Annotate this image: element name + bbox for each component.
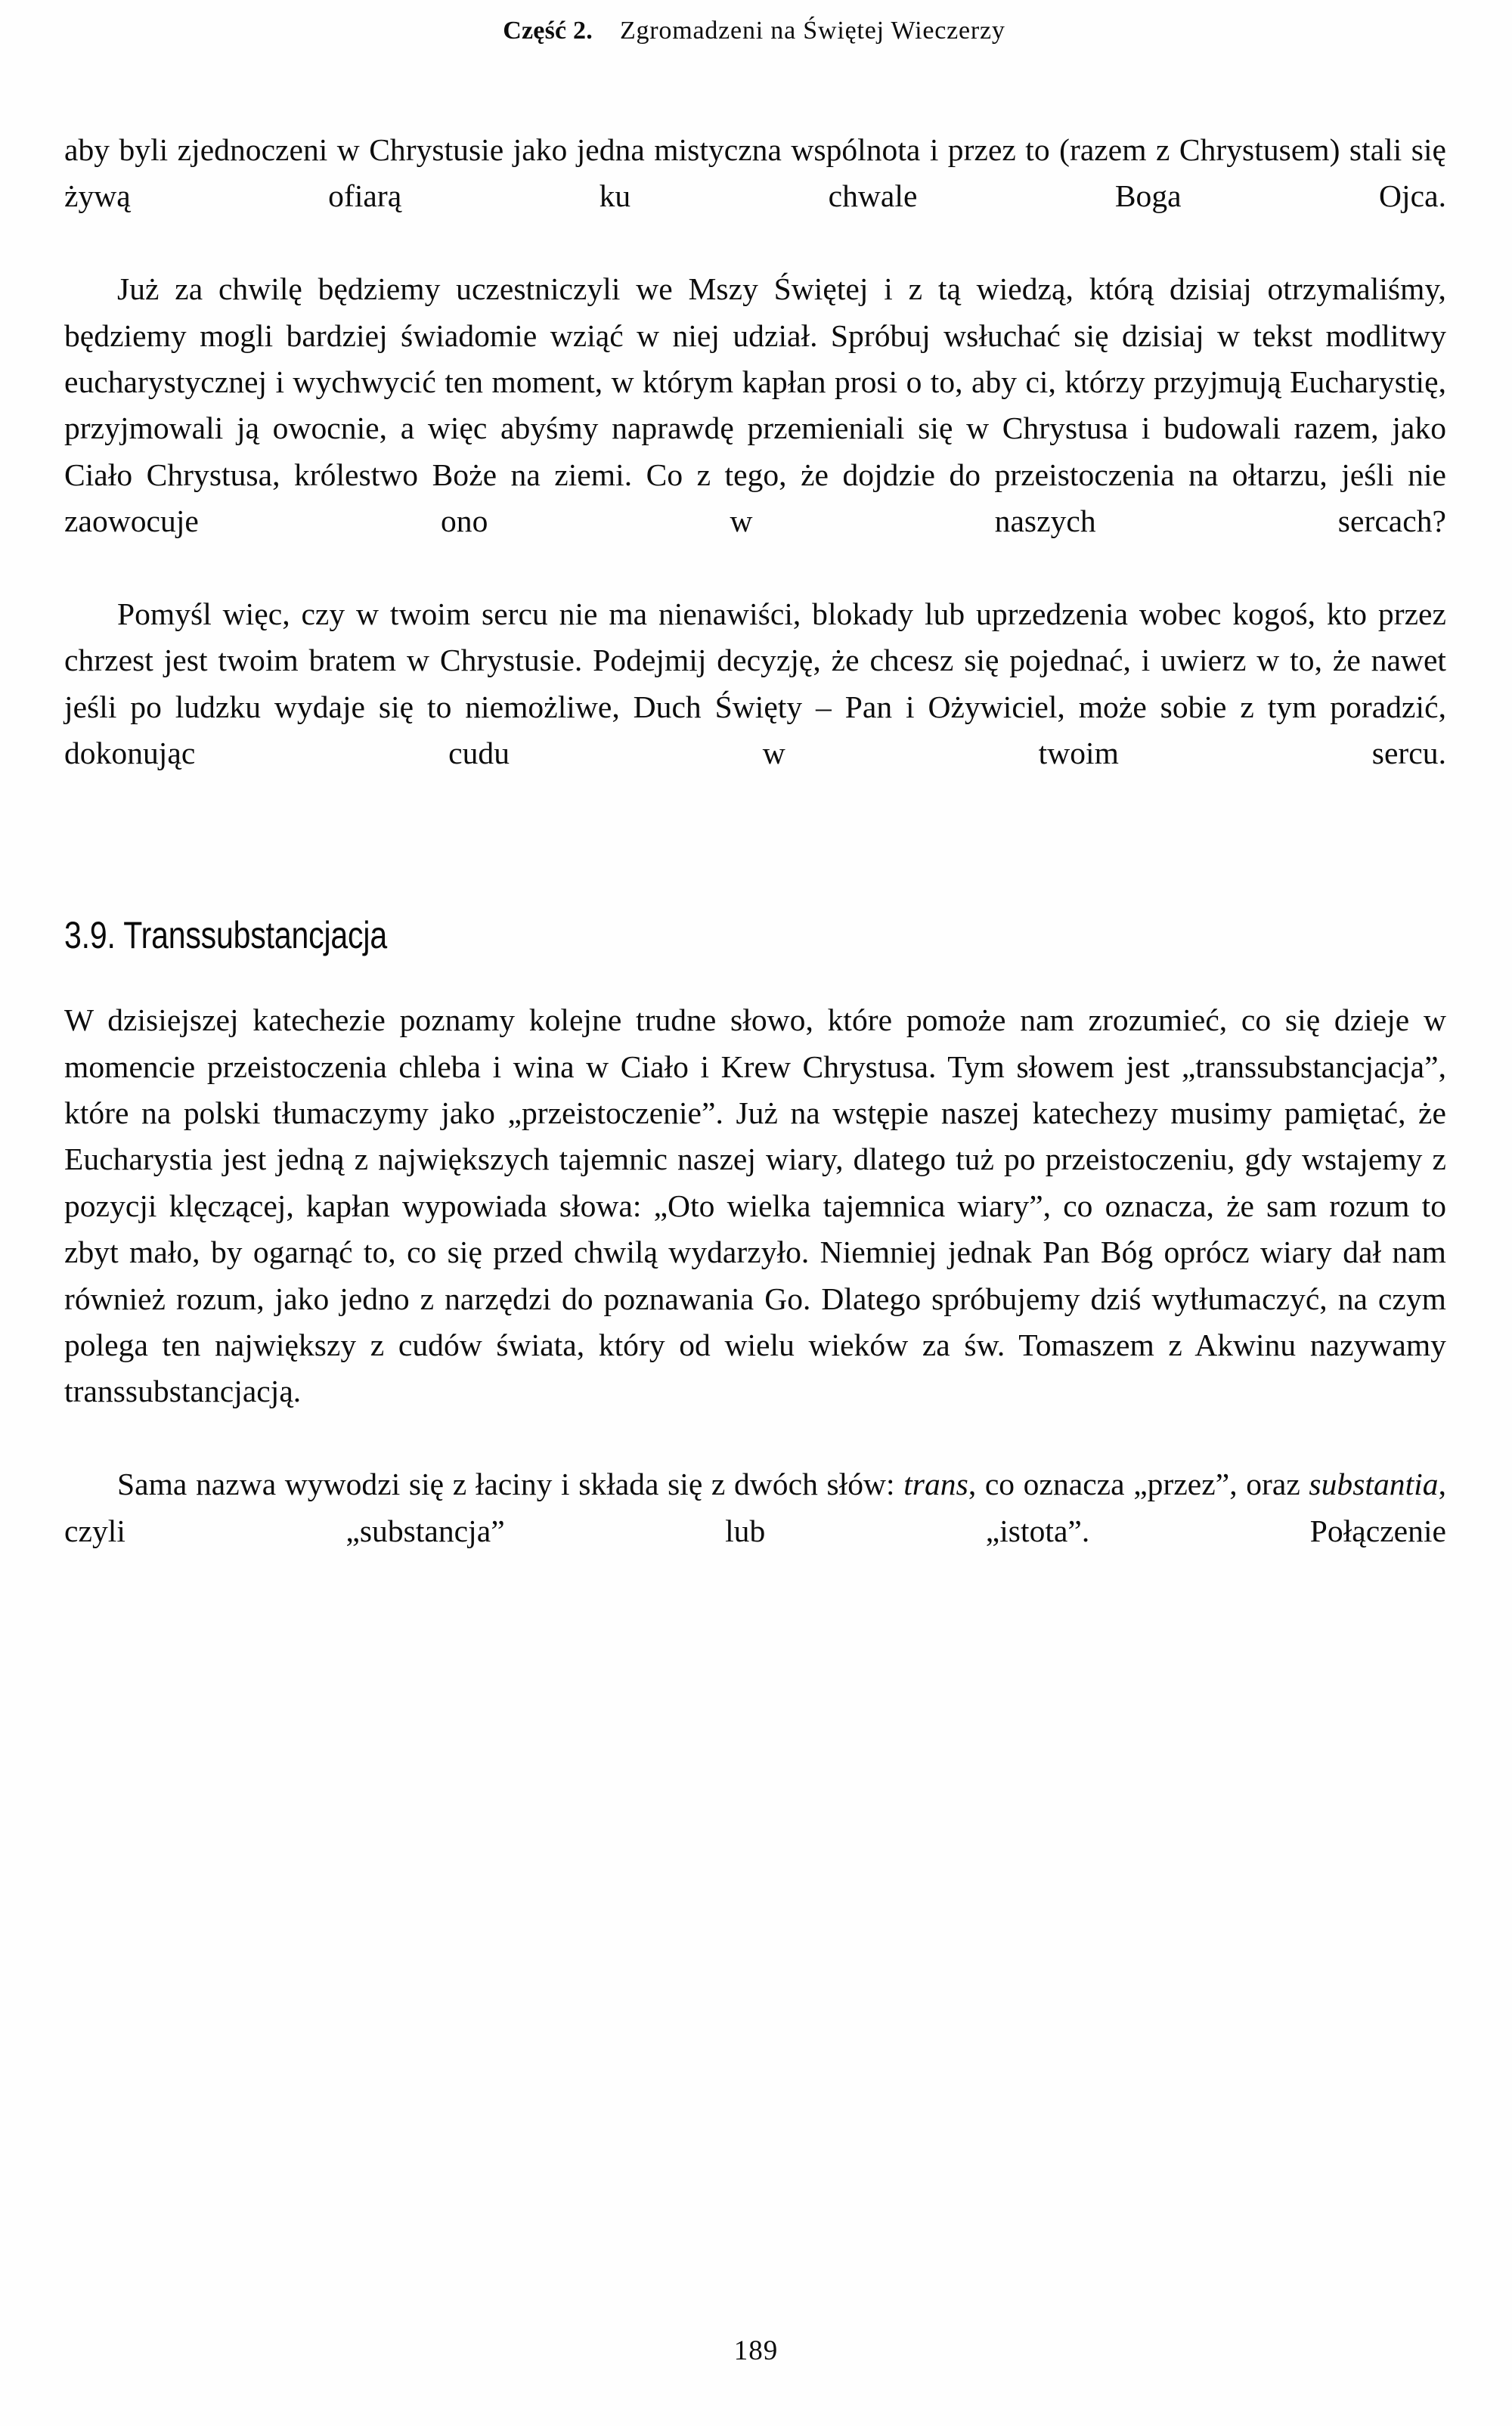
latin-word-substantia: substantia <box>1309 1467 1439 1502</box>
etymology-text-2: , co oznacza „przez”, oraz <box>968 1467 1309 1502</box>
paragraph-continuation: aby byli zjednoczeni w Chrystusie jako jedna mistyczna wspólnota i przez to (razem z Chrystusem) stali się żywą ofiarą ku chwale Boga Ojca. <box>64 132 1446 214</box>
spacer-before-heading <box>64 823 1446 912</box>
spacer-after-heading <box>64 958 1446 997</box>
page-number: 189 <box>733 2335 779 2366</box>
section-heading-transsubstancjacja: 3.9. Transsubstancjacja <box>64 914 387 957</box>
text-column <box>64 127 1446 1600</box>
latin-word-trans: trans <box>903 1467 968 1502</box>
paragraph-transsubstantiation-intro: W dzisiejszej katechezie poznamy kolejne trudne słowo, które pomoże nam zrozumieć, co się dzieje w momencie przeistoczenia chleba i wina w Ciało i Krew Chrystusa. Tym słowem jest „transsubstancjacja”, które na polski tłumaczymy jako „przeistoczenie”. Już na wstępie naszej katechezy musimy pamiętać, że Eucharystia jest jedną z największych tajemnic naszej wiary, dlatego tuż po przeistoczeniu, gdy wstajemy z pozycji klęczącej, kapłan wypowiada słowa: „Oto wielka tajemnica wiary”, co oznacza, że sam rozum to zbyt mało, by ogarnąć to, co się przed chwilą wydarzyło. Niemniej jednak Pan Bóg oprócz wiary dał nam również rozum, jako jedno z narzędzi do poznawania Go. Dlatego spróbujemy dziś wytłumaczyć, na czym polega ten największy z cudów świata, który od wielu wieków za św. Tomaszem z Akwinu nazywamy transsubstancjacją. <box>64 1002 1446 1409</box>
paragraph-mass-awareness: Już za chwilę będziemy uczestniczyli we Mszy Świętej i z tą wiedzą, którą dzisiaj otrzymaliśmy, będziemy mogli bardziej świadomie wziąć w niej udział. Spróbuj wsłuchać się dzisiaj w tekst modlitwy eucharystycznej i wychwycić ten moment, w którym kapłan prosi o to, aby ci, którzy przyjmują Eucharystię, przyjmowali ją owocnie, a więc abyśmy naprawdę przemieniali się w Chrystusa i budowali razem, jako Ciało Chrystusa, królestwo Boże na ziemi. Co z tego, że dojdzie do przeistoczenia na ołtarzu, jeśli nie zaowocuje ono w naszych sercach? <box>64 271 1446 539</box>
etymology-text-1: Sama nazwa wywodzi się z łaciny i składa się z dwóch słów: <box>117 1467 904 1502</box>
etymology-text-3: , czyli „substancja” lub „istota”. Połączenie <box>64 1467 1446 1548</box>
paragraph-reconciliation: Pomyśl więc, czy w twoim sercu nie ma nienawiści, blokady lub uprzedzenia wobec kogoś, kto przez chrzest jest twoim bratem w Chrystusie. Podejmij decyzję, że chcesz się pojednać, i uwierz w to, że nawet jeśli po ludzku wydaje się to niemożliwe, Duch Święty – Pan i Ożywiciel, może sobie z tym poradzić, dokonując cudu w twoim sercu. <box>64 596 1446 771</box>
paragraph-etymology <box>64 1461 1446 1600</box>
running-header <box>64 17 1444 60</box>
running-header-part-title: Zgromadzeni na Świętej Wieczerzy <box>619 17 1005 45</box>
running-header-part-label: Część 2. <box>503 17 593 45</box>
